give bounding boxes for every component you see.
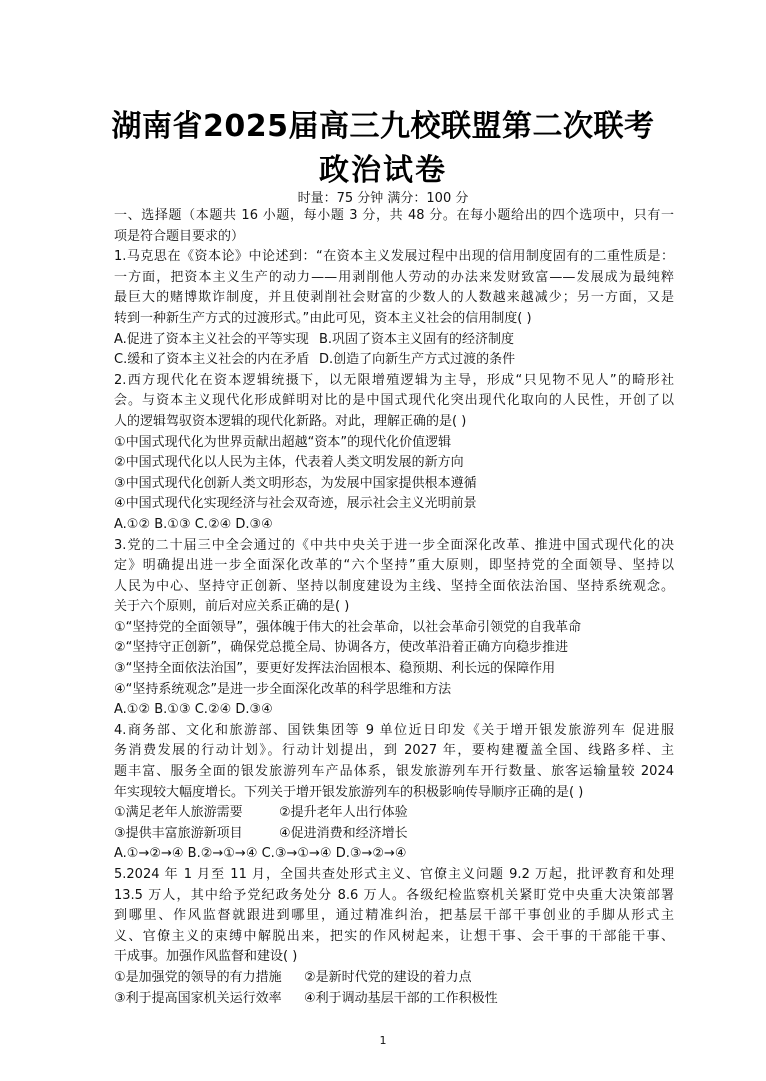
q2-choices: A.①② B.①③ C.②④ D.③④	[114, 516, 273, 532]
page-number: 1	[379, 1034, 387, 1047]
q3-stem: 3.党的二十届三中全会通过的《中共中央关于进一步全面深化改革、推进中国式现代化的决	[114, 537, 674, 553]
q4-stem: 务消费发展的行动计划》。行动计划提出，到 2027 年，要构建覆盖全国、线路多样、主	[114, 743, 674, 759]
q5-stem: 13.5 万人，其中给予党纪政务处分 8.6 万人。各级纪检监察机关紧盯党中央重大决策部署	[114, 887, 674, 903]
q2-statement-3: ③中国式现代化创新人类文明形态，为发展中国家提供根本遵循	[114, 475, 477, 491]
q4-statements-row	[114, 824, 674, 845]
q3-statement-1: ①“坚持党的全面领导”，强体魄于伟大的社会革命，以社会革命引领党的自我革命	[114, 619, 582, 635]
q1-stem: 转到一种新生产方式的过渡形式。”由此可见，资本主义社会的信用制度( )	[114, 310, 532, 326]
q3-statement-3: ③“坚持全面依法治国”，要更好发挥法治固根本、稳预期、利长远的保障作用	[114, 661, 556, 677]
q4-statement-3: ③提供丰富旅游新项目	[114, 825, 243, 841]
q4-statements-row	[114, 803, 674, 824]
q5-statement-2: ②是新时代党的建设的着力点	[304, 969, 472, 985]
q1-option-a: A.促进了资本主义社会的平等实现	[114, 331, 309, 347]
q2-statement-2: ②中国式现代化以人民为主体，代表着人类文明发展的新方向	[114, 455, 464, 471]
q4-stem: 题丰富、服务全面的银发旅游列车产品体系，银发旅游列车开行数量、旅客运输量较 2024	[114, 764, 674, 780]
q5-stem: 义、官僚主义的束缚中解脱出来，把实的作风树起来，让想干事、会干事的干部能干事、	[114, 928, 674, 944]
q4-statement-1: ①满足老年人旅游需要	[114, 805, 243, 821]
exam-title: 湖南省2025届高三九校联盟第二次联考	[111, 109, 655, 144]
q3-statement-4: ④“坚持系统观念”是进一步全面深化改革的科学思维和方法	[114, 681, 452, 697]
q5-statements-row	[114, 968, 674, 989]
section-heading-cont: 项是符合题目要求的）	[114, 228, 245, 244]
exam-subject: 政治试卷	[319, 153, 447, 188]
q1-stem: 1.马克思在《资本论》中论述到：“在资本主义发展过程中出现的信用制度固有的二重性质是：	[114, 249, 674, 265]
q3-choices: A.①② B.①③ C.②④ D.③④	[114, 702, 273, 718]
q1-option-c: C.缓和了资本主义社会的内在矛盾	[114, 352, 310, 368]
q5-stem: 干成事。加强作风监督和建设( )	[114, 949, 298, 965]
q5-statement-4: ④利于调动基层干部的工作积极性	[304, 990, 498, 1006]
q5-stem: 5.2024 年 1 月至 11 月，全国共查处形式主义、官僚主义问题 9.2 万起，批评教育和处理	[114, 867, 674, 882]
q4-statement-2: ②提升老年人出行体验	[279, 805, 408, 821]
q3-statement-2: ②“坚持守正创新”，确保党总揽全局、协调各方，使改革沿着正确方向稳步推进	[114, 640, 569, 656]
q4-choices: A.①→②→④ B.②→①→④ C.③→①→④ D.③→②→④	[114, 846, 407, 862]
q1-stem: 最巨大的赌博欺诈制度，并且使剥削社会财富的少数人的人数越来越减少；另一方面，又是	[114, 290, 674, 306]
q2-stem: 人的逻辑驾驭资本逻辑的现代化新路。对此，理解正确的是( )	[114, 413, 467, 429]
exam-meta: 时量：75 分钟 满分：100 分	[297, 191, 469, 206]
q5-statement-3: ③利于提高国家机关运行效率	[114, 990, 282, 1006]
q4-stem: 年实现较大幅度增长。下列关于增开银发旅游列车的积极影响传导顺序正确的是( )	[114, 784, 584, 800]
q4-statement-4: ④促进消费和经济增长	[279, 825, 408, 841]
q3-stem: 人民为中心、坚持守正创新、坚持以制度建设为主线、坚持全面依法治国、坚持系统观念。	[114, 578, 674, 594]
q2-stem: 2.西方现代化在资本逻辑统摄下，以无限增殖逻辑为主导，形成“只见物不见人”的畸形社	[114, 372, 674, 388]
exam-content	[114, 206, 674, 1009]
q1-options-row	[114, 350, 674, 371]
q5-stem: 到哪里、作风监督就跟进到哪里，通过精准纠治，把基层干部干事创业的手脚从形式主	[114, 908, 674, 924]
q1-option-d: D.创造了向新生产方式过渡的条件	[319, 352, 516, 368]
q1-stem: 一方面，把资本主义生产的动力——用剥削他人劳动的办法来发财致富——发展成为最纯粹	[114, 269, 674, 285]
q5-statement-1: ①是加强党的领导的有力措施	[114, 969, 282, 985]
q4-stem: 4.商务部、文化和旅游部、国铁集团等 9 单位近日印发《关于增开银发旅游列车 促进服	[114, 722, 674, 738]
q2-statement-4: ④中国式现代化实现经济与社会双奇迹，展示社会主义光明前景	[114, 496, 477, 512]
q3-stem: 定》明确提出进一步全面深化改革的“六个坚持”重大原则，即坚持党的全面领导、坚持以	[114, 558, 674, 574]
section-heading: 一、选择题（本题共 16 小题，每小题 3 分，共 48 分。在每小题给出的四个选项中，只有一	[114, 208, 674, 223]
q2-stem: 会。与资本主义现代化形成鲜明对比的是中国式现代化突出现代化取向的人民性，开创了以	[114, 393, 674, 409]
q2-statement-1: ①中国式现代化为世界贡献出超越“资本”的现代化价值逻辑	[114, 434, 452, 450]
q1-option-b: B.巩固了资本主义固有的经济制度	[319, 331, 515, 347]
q5-statements-row	[114, 989, 674, 1010]
q3-stem: 关于六个原则，前后对应关系正确的是( )	[114, 599, 350, 615]
q1-options-row	[114, 330, 674, 351]
